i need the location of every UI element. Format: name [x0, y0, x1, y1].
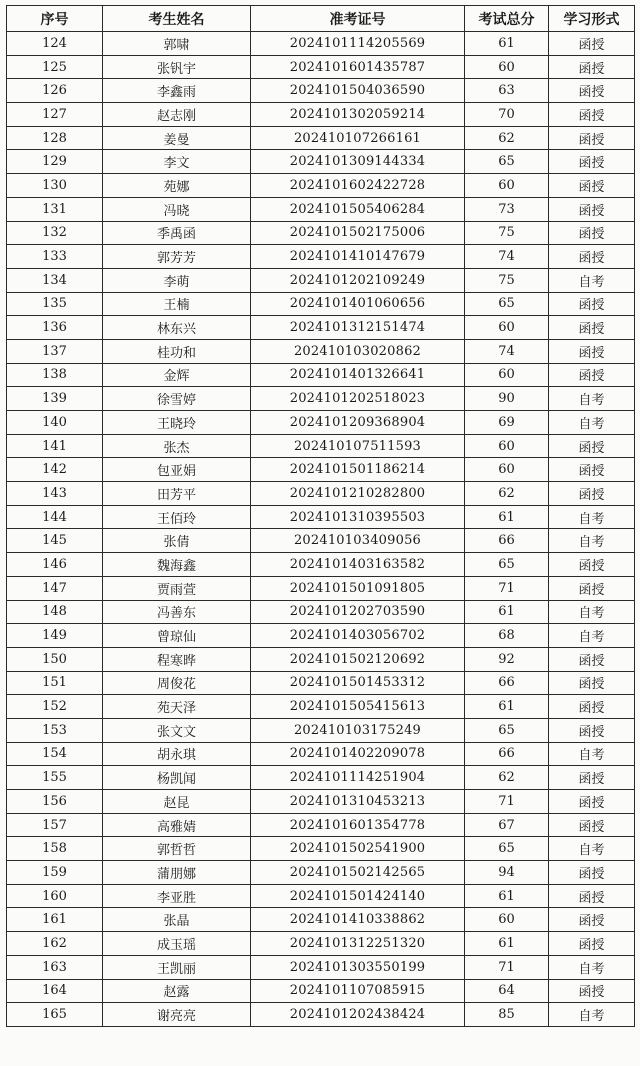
cell-name: 曾琼仙 [103, 624, 251, 648]
cell-exam-id: 2024101410338862 [251, 908, 465, 932]
cell-study-mode: 自考 [549, 411, 635, 435]
table-row [7, 268, 635, 292]
cell-name: 包亚娟 [103, 458, 251, 482]
cell-total-score: 61 [465, 505, 549, 529]
cell-total-score: 60 [465, 908, 549, 932]
cell-study-mode: 函授 [549, 245, 635, 269]
cell-study-mode: 自考 [549, 955, 635, 979]
score-list-page [6, 5, 634, 1027]
table-row [7, 411, 635, 435]
cell-study-mode: 函授 [549, 103, 635, 127]
table-row [7, 482, 635, 506]
table-row [7, 837, 635, 861]
table-row [7, 718, 635, 742]
cell-study-mode: 自考 [549, 600, 635, 624]
table-row [7, 32, 635, 56]
cell-exam-id: 2024101502142565 [251, 861, 465, 885]
cell-seq: 137 [7, 339, 103, 363]
cell-exam-id: 2024101401326641 [251, 363, 465, 387]
cell-exam-id: 202410107266161 [251, 126, 465, 150]
table-row [7, 766, 635, 790]
table-row [7, 245, 635, 269]
cell-total-score: 71 [465, 955, 549, 979]
cell-name: 郭芳芳 [103, 245, 251, 269]
table-row [7, 529, 635, 553]
cell-name: 谢亮亮 [103, 1003, 251, 1027]
cell-exam-id: 2024101403163582 [251, 553, 465, 577]
cell-exam-id: 2024101410147679 [251, 245, 465, 269]
cell-name: 张倩 [103, 529, 251, 553]
cell-exam-id: 2024101501091805 [251, 576, 465, 600]
cell-seq: 151 [7, 671, 103, 695]
cell-study-mode: 函授 [549, 316, 635, 340]
cell-study-mode: 自考 [549, 505, 635, 529]
table-row [7, 55, 635, 79]
cell-exam-id: 2024101312151474 [251, 316, 465, 340]
table-body [7, 32, 635, 1027]
cell-name: 赵露 [103, 979, 251, 1003]
cell-seq: 143 [7, 482, 103, 506]
cell-total-score: 61 [465, 932, 549, 956]
cell-exam-id: 202410103175249 [251, 718, 465, 742]
table-row [7, 505, 635, 529]
cell-study-mode: 自考 [549, 1003, 635, 1027]
table-row [7, 884, 635, 908]
cell-total-score: 67 [465, 813, 549, 837]
table-row [7, 671, 635, 695]
cell-study-mode: 自考 [549, 742, 635, 766]
cell-total-score: 60 [465, 458, 549, 482]
table-row [7, 339, 635, 363]
cell-name: 魏海鑫 [103, 553, 251, 577]
cell-seq: 130 [7, 174, 103, 198]
cell-seq: 156 [7, 790, 103, 814]
cell-seq: 125 [7, 55, 103, 79]
table-row [7, 695, 635, 719]
cell-study-mode: 函授 [549, 363, 635, 387]
cell-total-score: 66 [465, 742, 549, 766]
header-name: 考生姓名 [103, 6, 251, 32]
cell-exam-id: 2024101502175006 [251, 221, 465, 245]
cell-name: 张晶 [103, 908, 251, 932]
cell-exam-id: 2024101114205569 [251, 32, 465, 56]
cell-name: 郭哲哲 [103, 837, 251, 861]
cell-seq: 142 [7, 458, 103, 482]
cell-exam-id: 2024101202438424 [251, 1003, 465, 1027]
cell-seq: 160 [7, 884, 103, 908]
cell-exam-id: 2024101401060656 [251, 292, 465, 316]
cell-name: 贾雨萱 [103, 576, 251, 600]
cell-total-score: 65 [465, 292, 549, 316]
cell-study-mode: 函授 [549, 79, 635, 103]
cell-study-mode: 自考 [549, 268, 635, 292]
table-row [7, 932, 635, 956]
cell-name: 季禹函 [103, 221, 251, 245]
cell-name: 冯善东 [103, 600, 251, 624]
cell-name: 赵志刚 [103, 103, 251, 127]
cell-study-mode: 函授 [549, 861, 635, 885]
cell-study-mode: 自考 [549, 624, 635, 648]
cell-total-score: 60 [465, 55, 549, 79]
table-row [7, 553, 635, 577]
table-row [7, 126, 635, 150]
cell-name: 蒲朋娜 [103, 861, 251, 885]
cell-study-mode: 函授 [549, 339, 635, 363]
cell-seq: 150 [7, 647, 103, 671]
cell-total-score: 64 [465, 979, 549, 1003]
cell-name: 姜曼 [103, 126, 251, 150]
table-row [7, 979, 635, 1003]
cell-total-score: 71 [465, 576, 549, 600]
cell-total-score: 62 [465, 482, 549, 506]
table-row [7, 813, 635, 837]
cell-name: 成玉瑶 [103, 932, 251, 956]
table-row [7, 174, 635, 198]
cell-seq: 153 [7, 718, 103, 742]
cell-total-score: 74 [465, 339, 549, 363]
cell-total-score: 60 [465, 363, 549, 387]
cell-study-mode: 函授 [549, 150, 635, 174]
cell-seq: 159 [7, 861, 103, 885]
cell-exam-id: 202410107511593 [251, 434, 465, 458]
cell-study-mode: 自考 [549, 529, 635, 553]
cell-name: 苑娜 [103, 174, 251, 198]
cell-total-score: 65 [465, 837, 549, 861]
cell-total-score: 62 [465, 126, 549, 150]
cell-total-score: 61 [465, 600, 549, 624]
cell-seq: 163 [7, 955, 103, 979]
cell-seq: 164 [7, 979, 103, 1003]
header-seq: 序号 [7, 6, 103, 32]
cell-seq: 154 [7, 742, 103, 766]
cell-seq: 124 [7, 32, 103, 56]
cell-seq: 158 [7, 837, 103, 861]
cell-total-score: 75 [465, 221, 549, 245]
cell-seq: 128 [7, 126, 103, 150]
cell-study-mode: 函授 [549, 174, 635, 198]
cell-exam-id: 2024101601354778 [251, 813, 465, 837]
cell-study-mode: 函授 [549, 932, 635, 956]
cell-total-score: 60 [465, 316, 549, 340]
cell-exam-id: 2024101309144334 [251, 150, 465, 174]
table-row [7, 434, 635, 458]
cell-exam-id: 2024101502541900 [251, 837, 465, 861]
header-row [7, 6, 635, 32]
cell-seq: 136 [7, 316, 103, 340]
cell-exam-id: 2024101502120692 [251, 647, 465, 671]
cell-study-mode: 函授 [549, 482, 635, 506]
cell-name: 杨凯闻 [103, 766, 251, 790]
cell-exam-id: 2024101402209078 [251, 742, 465, 766]
cell-study-mode: 函授 [549, 32, 635, 56]
cell-study-mode: 函授 [549, 813, 635, 837]
cell-study-mode: 函授 [549, 647, 635, 671]
cell-study-mode: 函授 [549, 908, 635, 932]
header-total-score: 考试总分 [465, 6, 549, 32]
cell-seq: 162 [7, 932, 103, 956]
table-row [7, 861, 635, 885]
cell-study-mode: 函授 [549, 766, 635, 790]
cell-total-score: 85 [465, 1003, 549, 1027]
cell-total-score: 61 [465, 884, 549, 908]
cell-total-score: 68 [465, 624, 549, 648]
cell-seq: 135 [7, 292, 103, 316]
cell-seq: 129 [7, 150, 103, 174]
table-row [7, 576, 635, 600]
cell-exam-id: 202410103020862 [251, 339, 465, 363]
table-row [7, 955, 635, 979]
cell-exam-id: 2024101202518023 [251, 387, 465, 411]
cell-name: 张杰 [103, 434, 251, 458]
cell-study-mode: 函授 [549, 126, 635, 150]
cell-exam-id: 2024101107085915 [251, 979, 465, 1003]
cell-exam-id: 2024101602422728 [251, 174, 465, 198]
cell-exam-id: 2024101504036590 [251, 79, 465, 103]
cell-name: 王佰玲 [103, 505, 251, 529]
cell-study-mode: 函授 [549, 718, 635, 742]
cell-study-mode: 函授 [549, 553, 635, 577]
cell-exam-id: 2024101501186214 [251, 458, 465, 482]
cell-exam-id: 2024101210282800 [251, 482, 465, 506]
cell-seq: 144 [7, 505, 103, 529]
table-row [7, 908, 635, 932]
cell-name: 胡永琪 [103, 742, 251, 766]
cell-study-mode: 函授 [549, 979, 635, 1003]
table-row [7, 1003, 635, 1027]
cell-exam-id: 2024101303550199 [251, 955, 465, 979]
cell-total-score: 75 [465, 268, 549, 292]
cell-name: 王晓玲 [103, 411, 251, 435]
table-row [7, 790, 635, 814]
cell-name: 王楠 [103, 292, 251, 316]
cell-study-mode: 函授 [549, 55, 635, 79]
cell-seq: 145 [7, 529, 103, 553]
cell-study-mode: 自考 [549, 837, 635, 861]
cell-total-score: 74 [465, 245, 549, 269]
cell-seq: 148 [7, 600, 103, 624]
cell-seq: 165 [7, 1003, 103, 1027]
cell-name: 冯晓 [103, 197, 251, 221]
cell-exam-id: 2024101114251904 [251, 766, 465, 790]
cell-seq: 152 [7, 695, 103, 719]
cell-name: 桂功和 [103, 339, 251, 363]
cell-total-score: 61 [465, 695, 549, 719]
cell-name: 张钒宇 [103, 55, 251, 79]
cell-exam-id: 2024101601435787 [251, 55, 465, 79]
cell-study-mode: 函授 [549, 434, 635, 458]
cell-study-mode: 函授 [549, 576, 635, 600]
cell-total-score: 92 [465, 647, 549, 671]
cell-name: 李亚胜 [103, 884, 251, 908]
cell-total-score: 65 [465, 553, 549, 577]
cell-seq: 146 [7, 553, 103, 577]
cell-seq: 155 [7, 766, 103, 790]
cell-name: 李萌 [103, 268, 251, 292]
cell-total-score: 65 [465, 718, 549, 742]
cell-exam-id: 2024101505406284 [251, 197, 465, 221]
cell-total-score: 61 [465, 32, 549, 56]
cell-study-mode: 函授 [549, 197, 635, 221]
cell-seq: 147 [7, 576, 103, 600]
cell-study-mode: 函授 [549, 292, 635, 316]
cell-seq: 126 [7, 79, 103, 103]
cell-study-mode: 函授 [549, 884, 635, 908]
cell-exam-id: 2024101310395503 [251, 505, 465, 529]
cell-total-score: 63 [465, 79, 549, 103]
cell-name: 徐雪婷 [103, 387, 251, 411]
cell-seq: 140 [7, 411, 103, 435]
cell-name: 金辉 [103, 363, 251, 387]
table-row [7, 292, 635, 316]
cell-name: 赵昆 [103, 790, 251, 814]
cell-total-score: 66 [465, 671, 549, 695]
cell-name: 王凯丽 [103, 955, 251, 979]
cell-seq: 127 [7, 103, 103, 127]
cell-seq: 161 [7, 908, 103, 932]
cell-exam-id: 2024101302059214 [251, 103, 465, 127]
cell-seq: 141 [7, 434, 103, 458]
table-row [7, 387, 635, 411]
cell-total-score: 94 [465, 861, 549, 885]
cell-study-mode: 函授 [549, 790, 635, 814]
cell-exam-id: 2024101501453312 [251, 671, 465, 695]
cell-exam-id: 2024101209368904 [251, 411, 465, 435]
cell-exam-id: 202410103409056 [251, 529, 465, 553]
header-study-mode: 学习形式 [549, 6, 635, 32]
cell-total-score: 71 [465, 790, 549, 814]
table-row [7, 647, 635, 671]
cell-study-mode: 函授 [549, 671, 635, 695]
cell-name: 李文 [103, 150, 251, 174]
cell-exam-id: 2024101505415613 [251, 695, 465, 719]
cell-seq: 134 [7, 268, 103, 292]
cell-seq: 149 [7, 624, 103, 648]
cell-exam-id: 2024101501424140 [251, 884, 465, 908]
cell-seq: 133 [7, 245, 103, 269]
cell-name: 郭啸 [103, 32, 251, 56]
cell-seq: 138 [7, 363, 103, 387]
table-row [7, 316, 635, 340]
table-row [7, 197, 635, 221]
cell-seq: 132 [7, 221, 103, 245]
table-row [7, 150, 635, 174]
cell-name: 高雅婧 [103, 813, 251, 837]
cell-study-mode: 自考 [549, 387, 635, 411]
table-row [7, 103, 635, 127]
cell-total-score: 60 [465, 174, 549, 198]
cell-name: 李鑫雨 [103, 79, 251, 103]
cell-name: 周俊花 [103, 671, 251, 695]
table-row [7, 458, 635, 482]
cell-total-score: 70 [465, 103, 549, 127]
cell-name: 田芳平 [103, 482, 251, 506]
cell-name: 苑天泽 [103, 695, 251, 719]
table-row [7, 624, 635, 648]
table-row [7, 79, 635, 103]
table-row [7, 221, 635, 245]
cell-name: 程寒晔 [103, 647, 251, 671]
cell-seq: 157 [7, 813, 103, 837]
cell-study-mode: 函授 [549, 458, 635, 482]
cell-total-score: 66 [465, 529, 549, 553]
cell-total-score: 90 [465, 387, 549, 411]
cell-exam-id: 2024101310453213 [251, 790, 465, 814]
cell-exam-id: 2024101202703590 [251, 600, 465, 624]
score-table [6, 5, 635, 1027]
cell-seq: 131 [7, 197, 103, 221]
cell-exam-id: 2024101312251320 [251, 932, 465, 956]
cell-name: 张文文 [103, 718, 251, 742]
table-row [7, 363, 635, 387]
cell-exam-id: 2024101202109249 [251, 268, 465, 292]
cell-total-score: 73 [465, 197, 549, 221]
cell-total-score: 62 [465, 766, 549, 790]
cell-study-mode: 函授 [549, 695, 635, 719]
table-row [7, 742, 635, 766]
cell-study-mode: 函授 [549, 221, 635, 245]
cell-total-score: 65 [465, 150, 549, 174]
cell-seq: 139 [7, 387, 103, 411]
cell-name: 林东兴 [103, 316, 251, 340]
cell-total-score: 69 [465, 411, 549, 435]
cell-total-score: 60 [465, 434, 549, 458]
table-row [7, 600, 635, 624]
cell-exam-id: 2024101403056702 [251, 624, 465, 648]
header-exam-id: 准考证号 [251, 6, 465, 32]
